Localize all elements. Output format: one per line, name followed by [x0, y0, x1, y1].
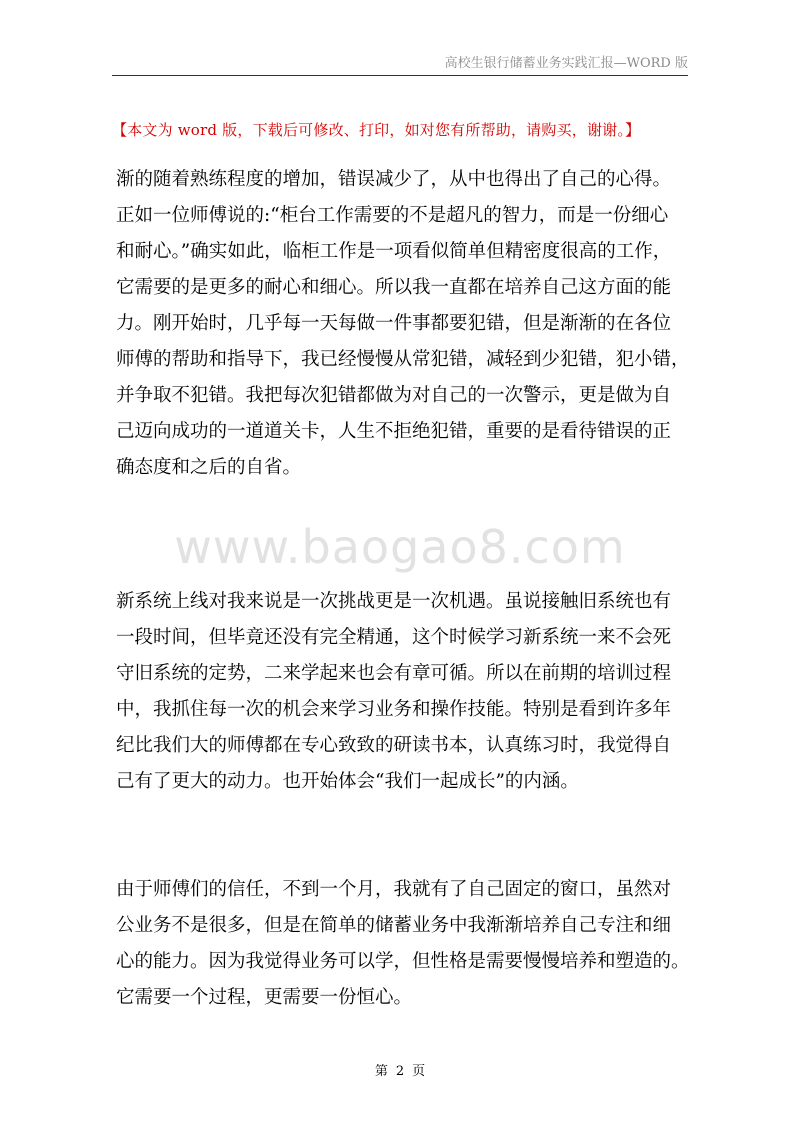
- text-line: 和耐心。”确实如此，临柜工作是一项看似简单但精密度很高的工作，: [116, 241, 672, 262]
- running-header: 高校生银行储蓄业务实践汇报—WORD 版: [444, 56, 688, 71]
- paragraph-2: [116, 584, 692, 800]
- text-line: 确态度和之后的自省。: [116, 457, 302, 478]
- text-line: 一段时间，但毕竟还没有完全精通，这个时候学习新系统一来不会死: [116, 627, 672, 648]
- text-line: 并争取不犯错。我把每次犯错都做为对自己的一次警示，更是做为自: [116, 385, 672, 406]
- text-line: 心的能力。因为我觉得业务可以学，但性格是需要慢慢培养和塑造的。: [116, 951, 690, 972]
- text-line: 纪比我们大的师傅都在专心致致的研读书本，认真练习时，我觉得自: [116, 735, 672, 756]
- text-line: 它需要的是更多的耐心和细心。所以我一直都在培养自己这方面的能: [116, 277, 672, 298]
- text-line: 公业务不是很多，但是在简单的储蓄业务中我渐渐培养自己专注和细: [116, 915, 672, 936]
- page-prefix: 第: [374, 1064, 388, 1079]
- text-line: 己有了更大的动力。也开始体会“我们一起成长”的内涵。: [116, 771, 579, 792]
- text-line: 新系统上线对我来说是一次挑战更是一次机遇。虽说接触旧系统也有: [116, 591, 672, 612]
- text-line: 己迈向成功的一道道关卡，人生不拒绝犯错，重要的是看待错误的正: [116, 421, 672, 442]
- text-line: 它需要一个过程，更需要一份恒心。: [116, 987, 413, 1008]
- text-line: 力。刚开始时，几乎每一天每做一件事都要犯错，但是渐渐的在各位: [116, 313, 672, 334]
- page-number: 2: [395, 1064, 405, 1079]
- paragraph-1: [116, 162, 692, 486]
- text-line: 守旧系统的定势，二来学起来也会有章可循。所以在前期的培训过程: [116, 663, 672, 684]
- page-footer: [0, 1060, 800, 1079]
- purchase-notice: 【本文为 word 版，下载后可修改、打印，如对您有所帮助，请购买，谢谢。】: [112, 121, 641, 139]
- text-line: 由于师傅们的信任，不到一个月，我就有了自己固定的窗口，虽然对: [116, 879, 672, 900]
- page-suffix: 页: [412, 1064, 426, 1079]
- text-line: 师傅的帮助和指导下，我已经慢慢从常犯错，减轻到少犯错，犯小错，: [116, 349, 690, 370]
- watermark: www.baogao8.com: [174, 520, 626, 574]
- text-line: 中，我抓住每一次的机会来学习业务和操作技能。特别是看到许多年: [116, 699, 672, 720]
- paragraph-3: [116, 872, 692, 1016]
- text-line: 正如一位师傅说的:“柜台工作需要的不是超凡的智力，而是一份细心: [116, 205, 669, 226]
- text-line: 渐的随着熟练程度的增加，错误减少了，从中也得出了自己的心得。: [116, 169, 672, 190]
- header-divider: [112, 75, 688, 76]
